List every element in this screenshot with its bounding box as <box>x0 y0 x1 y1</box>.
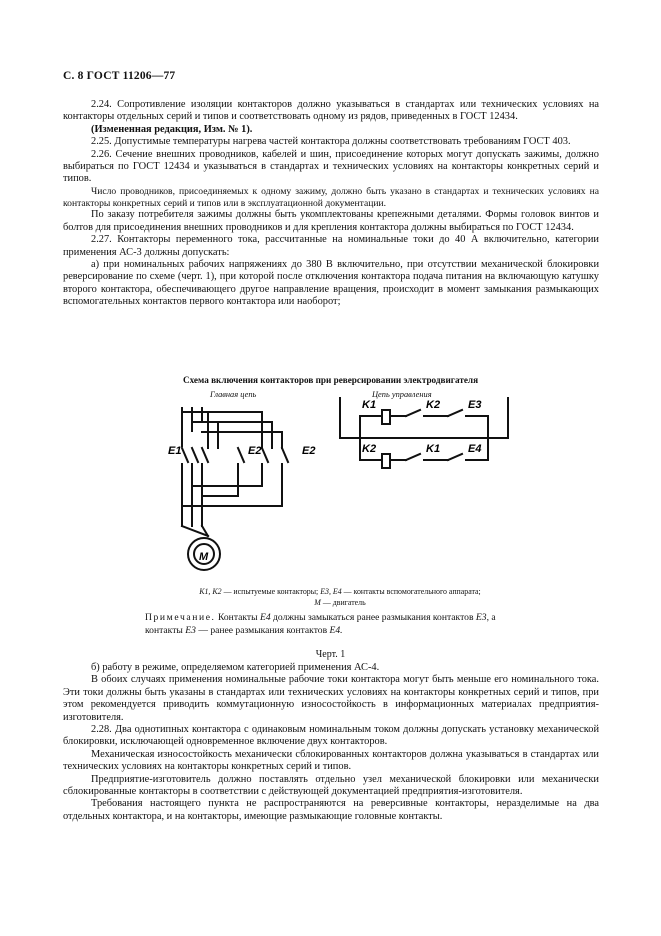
label-k2-contact: K2 <box>426 399 441 411</box>
circuit-schematic <box>148 386 528 586</box>
page-header: С. 8 ГОСТ 11206—77 <box>63 70 176 82</box>
legend-k1-k2: K1, K2 <box>199 587 222 596</box>
label-e3: E3 <box>468 399 482 411</box>
legend-m: M <box>314 598 321 607</box>
paragraph-requirements: Требования настоящего пункта не распространяются на реверсивные контакторы, неразделимые на два отдельных контактора, и на контакторы, имеющие размыкающие головные контакты. <box>63 798 599 822</box>
figure-legend: K1, K2 — испытуемые контакторы; E3, E4 — контакты вспомогательного аппарата; M — двигатель <box>199 587 481 607</box>
label-e2-a: E2 <box>248 445 262 457</box>
paragraph-2-24: 2.24. Сопротивление изоляции контакторов должно указываться в стандартах или технических условиях на контакторы отдельных серий и типов и соответствовать одному из рядов, приведенных в ГОСТ 12434. <box>63 99 599 123</box>
main-circuit-label: Главная цепь <box>210 390 257 399</box>
label-k1: K1 <box>362 399 377 411</box>
paragraph-mechanical-wear: Механическая износостойкость механически сблокированных контакторов должна указываться в стандартах или технических условиях на контакторы конкретных серий и типов. <box>63 748 599 773</box>
figure-number: Черт. 1 <box>315 649 346 660</box>
circuit-diagram <box>148 386 528 591</box>
paragraph-2-26: 2.26. Сечение внешних проводников, кабелей и шин, присоединение которых могут допускать зажимы, должно выбираться по ГОСТ 12434 и указываться в стандартах и технических условиях на контакторы конкретных серий и типов. <box>63 148 599 185</box>
paragraph-2-28: 2.28. Два однотипных контактора с одинаковым номинальным током должны допускать установку механической блокировки, исключающей одновременное включение двух контакторов. <box>63 724 599 748</box>
paragraph-2-25: 2.25. Допустимые температуры нагрева частей контактора должны соответствовать требованиям ГОСТ 403. <box>91 136 571 148</box>
label-k2: K2 <box>362 443 377 455</box>
figure-note: Примечание. Контакты E4 должны замыкаться ранее размыкания контактов E3, а контакты E3 — ранее размыкания контактов E4. <box>145 612 496 636</box>
note-title: Примечание. <box>145 612 216 623</box>
paragraph-2-27: 2.27. Контакторы переменного тока, рассчитанные на номинальные токи до 40 А включительно, категории применения АС-3 должны допускать: <box>63 234 599 258</box>
control-circuit-label: Цепь управления <box>372 390 432 399</box>
top-text-block <box>63 99 599 309</box>
figure-title: Схема включения контакторов при реверсировании электродвигателя <box>182 375 479 385</box>
paragraph-2-27-b: б) работу в режиме, определяемом категорией применения АС-4. <box>91 662 380 673</box>
paragraph-2-27-a: а) при номинальных рабочих напряжениях до 380 В включительно, при отсутствии механической блокировки реверсирование по схеме (черт. 1), при которой после отключения контактора подача питания на включающую катушку второго контактора, обеспечивающего другое направление вращения, происходит в момент замыкания размыкающих вспомогательных контактов первого контактора или наоборот; <box>63 259 599 308</box>
paragraph-both-cases: В обоих случаях применения номинальные рабочие токи контактора могут быть меньше его номинального тока. Эти токи должны быть указаны в стандартах или технических условиях на контакторы конкретных серий и типов, при этом рекомендуется приводить коммутационную износостойкость в информационных материалах предприятия-изготовителя. <box>63 674 599 723</box>
label-e4: E4 <box>468 443 482 455</box>
amendment-note: (Измененная редакция, Изм. № 1). <box>91 123 253 135</box>
label-e1-a: E1 <box>168 445 182 457</box>
label-e2-b: E2 <box>302 445 316 457</box>
paragraph-manufacturer: Предприятие-изготовитель должно поставлять отдельно узел механической блокировки или механически сблокированные контакторы в соответствии с действующей документацией предприятия-изготовителя. <box>63 773 599 798</box>
label-k1-contact: K1 <box>426 443 441 455</box>
paragraph-fasteners: По заказу потребителя зажимы должны быть укомплектованы крепежными деталями. Формы головок винтов и болтов для присоединения внешних проводников и для крепления контактора должны выбираться по ГОСТ 12434. <box>63 209 599 233</box>
paragraph-conductors: Число проводников, присоединяемых к одному зажиму, должно быть указано в стандартах и технических условиях на контакторы конкретных серий и типов или в эксплуатационной документации. <box>63 185 599 209</box>
bottom-text-block <box>63 662 599 823</box>
legend-e3-e4: E3, E4 <box>320 587 342 596</box>
motor-label: M <box>199 551 209 563</box>
